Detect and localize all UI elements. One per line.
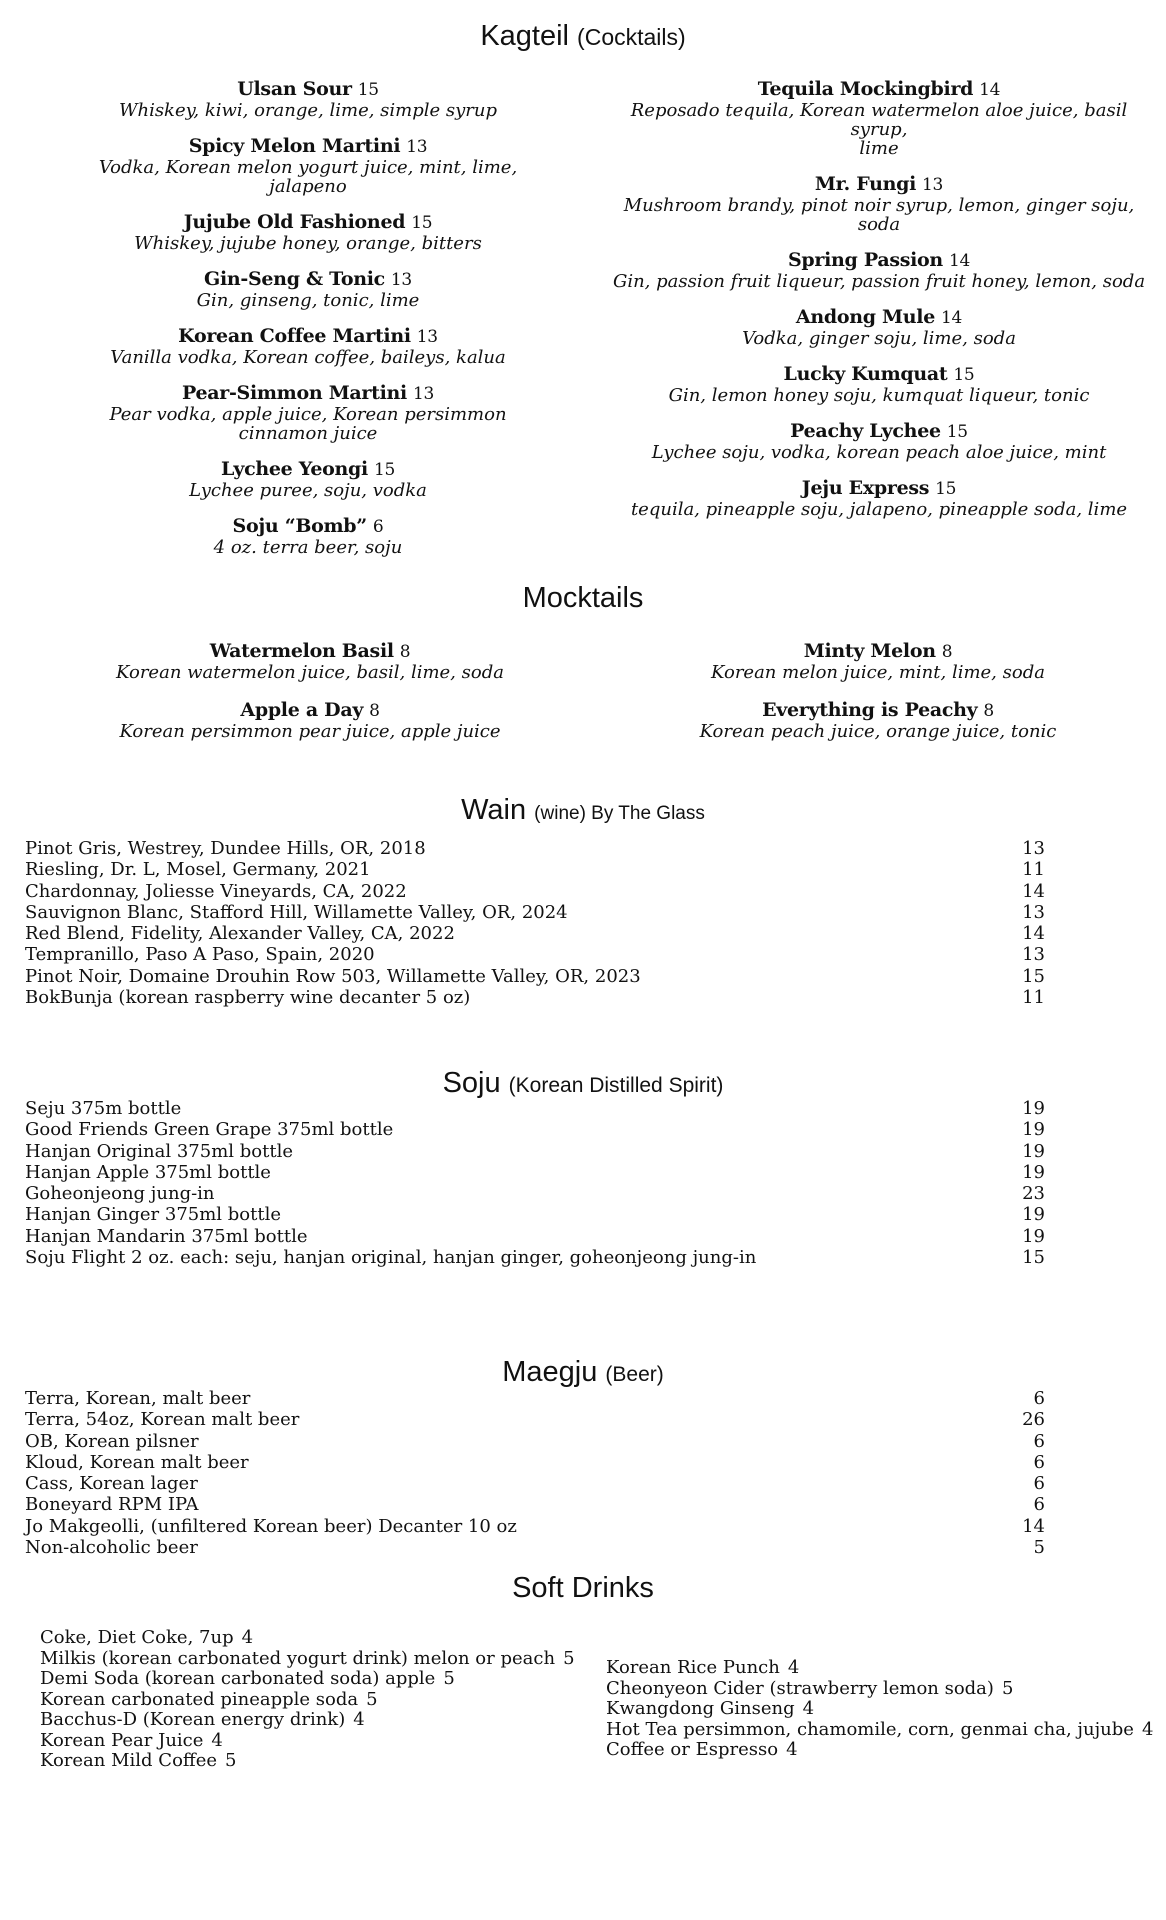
item-price: 19 bbox=[1022, 1225, 1045, 1247]
mocktails-title: Mocktails bbox=[522, 582, 644, 614]
list-item bbox=[606, 1699, 1153, 1720]
menu-item-price: 8 bbox=[983, 701, 994, 721]
list-item bbox=[25, 1204, 1045, 1225]
item-name: Terra, Korean, malt beer bbox=[25, 1388, 251, 1409]
item-price: 26 bbox=[1022, 1409, 1045, 1431]
menu-item bbox=[612, 78, 1146, 158]
item-price: 15 bbox=[1022, 965, 1045, 987]
menu-item-name: Tequila Mockingbird bbox=[757, 78, 974, 100]
menu-item-name: Lychee Yeongi bbox=[220, 458, 368, 480]
menu-item-price: 13 bbox=[390, 270, 412, 290]
menu-item-description: Mushroom brandy, pinot noir syrup, lemon, ginger soju, soda bbox=[623, 195, 1135, 235]
soft-drinks-title: Soft Drinks bbox=[512, 1572, 654, 1604]
item-name: Kwangdong Ginseng bbox=[606, 1698, 795, 1719]
item-price: 6 bbox=[1033, 1388, 1045, 1409]
list-item bbox=[40, 1751, 575, 1772]
item-price: 6 bbox=[1033, 1430, 1045, 1452]
item-name: Pinot Noir, Domaine Drouhin Row 503, Willamette Valley, OR, 2023 bbox=[25, 965, 641, 987]
item-price: 19 bbox=[1022, 1140, 1045, 1162]
menu-item bbox=[612, 173, 1146, 234]
item-price: 11 bbox=[1022, 859, 1045, 881]
menu-item-name: Ulsan Sour bbox=[237, 78, 352, 100]
menu-item-name: Minty Melon bbox=[803, 640, 936, 662]
mocktails-heading bbox=[0, 582, 1166, 615]
menu-item-name: Jeju Express bbox=[801, 477, 930, 499]
menu-item-heading bbox=[612, 306, 1146, 329]
item-name: Boneyard RPM IPA bbox=[25, 1494, 199, 1516]
item-price: 4 bbox=[787, 1657, 800, 1678]
list-item bbox=[25, 944, 1045, 965]
list-item bbox=[40, 1628, 575, 1649]
menu-item-name: Andong Mule bbox=[795, 306, 936, 328]
item-price: 5 bbox=[1001, 1677, 1014, 1699]
item-price: 4 bbox=[211, 1729, 223, 1751]
list-item bbox=[40, 1710, 575, 1731]
menu-item-price: 14 bbox=[979, 80, 1001, 100]
list-item bbox=[25, 966, 1045, 987]
menu-item-price: 15 bbox=[357, 80, 379, 100]
wine-list bbox=[25, 838, 1045, 1008]
item-price: 6 bbox=[1033, 1451, 1045, 1473]
beer-heading bbox=[0, 1356, 1166, 1389]
menu-item bbox=[90, 640, 530, 682]
menu-item-heading bbox=[90, 640, 530, 663]
menu-item bbox=[68, 382, 548, 443]
menu-item-price: 13 bbox=[416, 327, 438, 347]
item-name: Hanjan Original 375ml bottle bbox=[25, 1140, 293, 1162]
soft-drinks-heading bbox=[0, 1572, 1166, 1605]
list-item bbox=[40, 1690, 575, 1711]
item-price: 19 bbox=[1022, 1119, 1045, 1141]
menu-item bbox=[68, 135, 548, 196]
menu-item-heading bbox=[68, 382, 548, 405]
list-item bbox=[25, 1119, 1045, 1140]
item-name: BokBunja (korean raspberry wine decanter 5 oz) bbox=[25, 987, 471, 1009]
list-item bbox=[25, 987, 1045, 1008]
beer-list bbox=[25, 1388, 1045, 1558]
list-item bbox=[25, 1141, 1045, 1162]
list-item bbox=[40, 1669, 575, 1690]
item-name: Milkis (korean carbonated yogurt drink) melon or peach bbox=[40, 1647, 556, 1669]
menu-item-heading bbox=[68, 78, 548, 101]
menu-item bbox=[68, 325, 548, 367]
item-name: Coke, Diet Coke, 7up bbox=[40, 1627, 234, 1648]
menu-item-heading bbox=[68, 325, 548, 348]
menu-item-description: 4 oz. terra beer, soju bbox=[213, 537, 403, 558]
list-item bbox=[25, 1388, 1045, 1409]
menu-item-description: lime bbox=[859, 138, 899, 159]
item-name: Hanjan Mandarin 375ml bottle bbox=[25, 1225, 308, 1247]
wine-heading bbox=[0, 794, 1166, 827]
menu-item-price: 6 bbox=[372, 517, 384, 537]
menu-item-price: 8 bbox=[369, 701, 380, 721]
cocktails-heading bbox=[0, 20, 1166, 53]
item-name: Riesling, Dr. L, Mosel, Germany, 2021 bbox=[25, 859, 371, 881]
item-name: Tempranillo, Paso A Paso, Spain, 2020 bbox=[25, 944, 375, 966]
menu-item-price: 15 bbox=[953, 365, 975, 385]
item-price: 5 bbox=[1033, 1537, 1045, 1559]
item-name: Korean Pear Juice bbox=[40, 1729, 204, 1751]
menu-item bbox=[612, 363, 1146, 405]
menu-item-name: Pear-Simmon Martini bbox=[181, 382, 407, 404]
list-item bbox=[25, 902, 1045, 923]
mocktails-left-column bbox=[90, 640, 530, 758]
menu-item-heading bbox=[90, 699, 530, 722]
menu-item-heading bbox=[68, 211, 548, 234]
menu-item-name: Watermelon Basil bbox=[209, 640, 394, 662]
menu-item-description: Korean persimmon pear juice, apple juice bbox=[119, 721, 501, 742]
item-price: 6 bbox=[1033, 1473, 1045, 1495]
menu-item bbox=[612, 306, 1146, 348]
menu-item bbox=[612, 477, 1146, 519]
wine-subtitle: (wine) By The Glass bbox=[534, 803, 705, 824]
wine-title: Wain bbox=[461, 794, 527, 826]
menu-item-heading bbox=[612, 173, 1146, 196]
menu-item-description: Pear vodka, apple juice, Korean persimmon bbox=[109, 404, 507, 425]
menu-item-price: 13 bbox=[412, 384, 435, 404]
list-item bbox=[40, 1649, 575, 1670]
menu-item bbox=[652, 640, 1104, 682]
menu-item-heading bbox=[612, 249, 1146, 272]
list-item bbox=[25, 1431, 1045, 1452]
menu-item-description: Gin, ginseng, tonic, lime bbox=[196, 290, 420, 311]
item-name: Soju Flight 2 oz. each: seju, hanjan original, hanjan ginger, goheonjeong jung-in bbox=[25, 1247, 757, 1269]
cocktails-subtitle: (Cocktails) bbox=[577, 24, 686, 50]
menu-item bbox=[612, 249, 1146, 291]
menu-item bbox=[68, 78, 548, 120]
item-price: 23 bbox=[1022, 1183, 1045, 1205]
menu-item-description: Vodka, Korean melon yogurt juice, mint, lime, jalapeno bbox=[98, 157, 518, 197]
menu-item-name: Soju “Bomb” bbox=[232, 515, 367, 537]
menu-item-price: 14 bbox=[941, 308, 963, 328]
item-price: 6 bbox=[1033, 1494, 1045, 1516]
beer-title: Maegju bbox=[502, 1356, 598, 1388]
item-name: Korean Rice Punch bbox=[606, 1657, 780, 1678]
menu-item-price: 14 bbox=[948, 251, 970, 271]
menu-item-heading bbox=[68, 268, 548, 291]
menu-item-heading bbox=[652, 699, 1104, 722]
item-price: 14 bbox=[1022, 1515, 1045, 1537]
list-item bbox=[25, 1098, 1045, 1119]
list-item bbox=[25, 1494, 1045, 1515]
cocktails-right-column bbox=[612, 78, 1146, 534]
item-name: Pinot Gris, Westrey, Dundee Hills, OR, 2018 bbox=[25, 838, 426, 859]
item-name: Red Blend, Fidelity, Alexander Valley, CA, 2022 bbox=[25, 923, 455, 945]
item-name: Coffee or Espresso bbox=[606, 1739, 779, 1760]
menu-item-description: Vodka, ginger soju, lime, soda bbox=[742, 328, 1016, 349]
item-price: 14 bbox=[1022, 923, 1045, 945]
menu-item-name: Korean Coffee Martini bbox=[178, 325, 411, 347]
menu-item-heading bbox=[68, 135, 548, 158]
list-item bbox=[25, 838, 1045, 859]
item-name: Non-alcoholic beer bbox=[25, 1537, 198, 1559]
menu-item-price: 8 bbox=[399, 642, 411, 662]
menu-item-description: Lychee puree, soju, vodka bbox=[189, 480, 427, 501]
item-price: 19 bbox=[1022, 1098, 1045, 1119]
item-price: 4 bbox=[802, 1698, 815, 1719]
menu-item-price: 15 bbox=[411, 213, 433, 233]
menu-item-name: Apple a Day bbox=[240, 699, 364, 721]
item-name: Good Friends Green Grape 375ml bottle bbox=[25, 1119, 394, 1141]
menu-item bbox=[90, 699, 530, 741]
menu-item-price: 15 bbox=[935, 479, 957, 499]
list-item bbox=[606, 1679, 1153, 1700]
item-name: Korean Mild Coffee bbox=[40, 1750, 217, 1771]
list-item bbox=[40, 1731, 575, 1752]
menu-item-description: Korean peach juice, orange juice, tonic bbox=[699, 721, 1057, 742]
menu-item bbox=[68, 211, 548, 253]
item-price: 13 bbox=[1022, 838, 1045, 859]
menu-item-name: Everything is Peachy bbox=[762, 699, 978, 721]
item-name: Terra, 54oz, Korean malt beer bbox=[25, 1409, 300, 1431]
soft-drinks-left-column bbox=[40, 1628, 575, 1772]
menu-item-price: 15 bbox=[946, 422, 968, 442]
item-price: 13 bbox=[1022, 901, 1045, 923]
menu-item-heading bbox=[652, 640, 1104, 663]
item-price: 5 bbox=[443, 1668, 455, 1689]
item-price: 4 bbox=[353, 1709, 365, 1730]
menu-item-heading bbox=[68, 515, 548, 538]
item-name: Bacchus-D (Korean energy drink) bbox=[40, 1709, 346, 1730]
item-price: 4 bbox=[786, 1739, 798, 1760]
list-item bbox=[25, 1226, 1045, 1247]
item-price: 5 bbox=[366, 1688, 378, 1710]
item-name: Hot Tea persimmon, chamomile, corn, genmai cha, jujube bbox=[606, 1718, 1134, 1740]
item-price: 19 bbox=[1022, 1204, 1045, 1226]
list-item bbox=[606, 1720, 1153, 1741]
menu-item bbox=[652, 699, 1104, 741]
soju-heading bbox=[0, 1067, 1166, 1100]
soft-drinks-right-column bbox=[606, 1658, 1153, 1761]
item-name: Korean carbonated pineapple soda bbox=[40, 1688, 359, 1710]
list-item bbox=[25, 1452, 1045, 1473]
list-item bbox=[25, 859, 1045, 880]
list-item bbox=[25, 1516, 1045, 1537]
list-item bbox=[25, 1537, 1045, 1558]
list-item bbox=[25, 881, 1045, 902]
list-item bbox=[25, 1162, 1045, 1183]
menu-item-price: 8 bbox=[941, 642, 953, 662]
list-item bbox=[25, 1247, 1045, 1268]
menu-item-name: Peachy Lychee bbox=[790, 420, 941, 442]
menu-item bbox=[612, 420, 1146, 462]
item-price: 14 bbox=[1022, 880, 1045, 902]
item-name: OB, Korean pilsner bbox=[25, 1430, 199, 1452]
menu-item-description: Reposado tequila, Korean watermelon aloe juice, basil syrup, bbox=[630, 100, 1128, 140]
item-name: Cheonyeon Cider (strawberry lemon soda) bbox=[606, 1677, 994, 1699]
item-name: Demi Soda (korean carbonated soda) apple bbox=[40, 1668, 436, 1689]
menu-item-heading bbox=[612, 363, 1146, 386]
menu-item-name: Lucky Kumquat bbox=[783, 363, 948, 385]
item-name: Chardonnay, Joliesse Vineyards, CA, 2022 bbox=[25, 880, 407, 902]
menu-item-description: Lychee soju, vodka, korean peach aloe juice, mint bbox=[651, 442, 1107, 463]
menu-item-name: Jujube Old Fashioned bbox=[183, 211, 406, 233]
soju-title: Soju bbox=[442, 1067, 501, 1099]
item-name: Hanjan Apple 375ml bottle bbox=[25, 1161, 271, 1183]
soju-list bbox=[25, 1098, 1045, 1268]
list-item bbox=[25, 923, 1045, 944]
menu-item-description: Gin, passion fruit liqueur, passion fruit honey, lemon, soda bbox=[612, 271, 1146, 292]
menu-item-description: Korean watermelon juice, basil, lime, soda bbox=[116, 662, 504, 683]
list-item bbox=[25, 1409, 1045, 1430]
item-price: 4 bbox=[1141, 1718, 1154, 1740]
item-name: Sauvignon Blanc, Stafford Hill, Willamette Valley, OR, 2024 bbox=[25, 901, 568, 923]
list-item bbox=[25, 1183, 1045, 1204]
item-name: Cass, Korean lager bbox=[25, 1473, 198, 1495]
item-price: 19 bbox=[1022, 1161, 1045, 1183]
cocktails-left-column bbox=[68, 78, 548, 572]
menu-item bbox=[68, 458, 548, 500]
item-price: 5 bbox=[563, 1647, 575, 1669]
item-price: 13 bbox=[1022, 944, 1045, 966]
item-price: 4 bbox=[241, 1627, 254, 1648]
menu-item-description: Whiskey, jujube honey, orange, bitters bbox=[134, 233, 482, 254]
list-item bbox=[606, 1658, 1153, 1679]
list-item bbox=[606, 1740, 1153, 1761]
soju-subtitle: (Korean Distilled Spirit) bbox=[508, 1074, 724, 1097]
cocktails-title: Kagteil bbox=[480, 20, 569, 52]
menu-item-name: Mr. Fungi bbox=[814, 173, 917, 195]
menu-item-price: 15 bbox=[373, 460, 396, 480]
menu-item-description: Whiskey, kiwi, orange, lime, simple syrup bbox=[118, 100, 498, 121]
item-price: 11 bbox=[1022, 987, 1045, 1009]
menu-item-heading bbox=[68, 458, 548, 481]
item-name: Jo Makgeolli, (unfiltered Korean beer) Decanter 10 oz bbox=[25, 1515, 517, 1537]
beer-subtitle: (Beer) bbox=[605, 1363, 664, 1386]
menu-item-price: 13 bbox=[406, 137, 428, 157]
menu-item-heading bbox=[612, 420, 1146, 443]
menu-item bbox=[68, 268, 548, 310]
menu-item-description: cinnamon juice bbox=[238, 423, 378, 444]
item-name: Kloud, Korean malt beer bbox=[25, 1451, 249, 1473]
item-name: Seju 375m bottle bbox=[25, 1098, 182, 1119]
menu-item bbox=[68, 515, 548, 557]
menu-item-name: Spicy Melon Martini bbox=[188, 135, 401, 157]
menu-item-description: tequila, pineapple soju, jalapeno, pineapple soda, lime bbox=[630, 499, 1128, 520]
menu-item-name: Spring Passion bbox=[788, 249, 943, 271]
menu-item-description: Korean melon juice, mint, lime, soda bbox=[711, 662, 1045, 683]
menu-item-description: Gin, lemon honey soju, kumquat liqueur, tonic bbox=[668, 385, 1090, 406]
item-name: Hanjan Ginger 375ml bottle bbox=[25, 1204, 282, 1226]
menu-item-name: Gin-Seng & Tonic bbox=[204, 268, 385, 290]
menu-item-heading bbox=[612, 78, 1146, 101]
mocktails-right-column bbox=[652, 640, 1104, 758]
menu-item-heading bbox=[612, 477, 1146, 500]
list-item bbox=[25, 1473, 1045, 1494]
menu-item-price: 13 bbox=[922, 175, 944, 195]
item-name: Goheonjeong jung-in bbox=[25, 1183, 215, 1205]
item-price: 5 bbox=[225, 1750, 237, 1771]
menu-item-description: Vanilla vodka, Korean coffee, baileys, kalua bbox=[110, 347, 506, 368]
item-price: 15 bbox=[1022, 1247, 1045, 1269]
